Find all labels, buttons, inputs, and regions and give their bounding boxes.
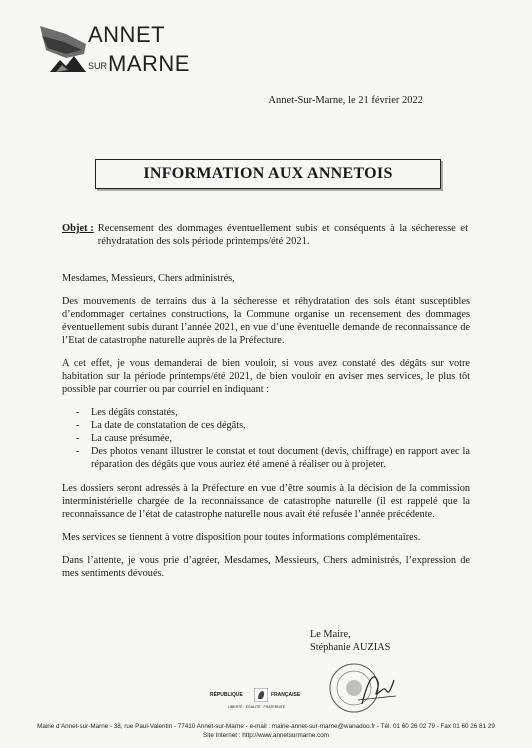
footer-website: Site Internet : http://www.annetsurmarne.com (203, 732, 329, 739)
logo-text-sur: SUR (88, 61, 108, 71)
title-box (95, 159, 441, 189)
info-list (62, 406, 470, 471)
republique-francaise-logo (210, 688, 300, 714)
rf-motto: LIBERTÉ · ÉGALITÉ · FRATERNITÉ (228, 705, 286, 709)
subject-line (62, 222, 468, 248)
annet-sur-marne-logo (36, 20, 216, 80)
body-paragraph: Mes services se tiennent à votre disposition pour toutes informations complémentaires. (62, 532, 421, 543)
body-paragraph: Des mouvements de terrains dus à la sécheresse et réhydratation des sols étant susceptibles d’endommager certaines constructions, la Commune organise un recensement des dommages éventuellement subis durant l’année 2021, en vue d’une éventuelle demande de reconnaissance de l’Etat de catastrophe naturelle auprès de la Préfecture. (62, 296, 470, 346)
list-item: - La date de constatation de ces dégâts, (76, 420, 246, 431)
signatory-name: Stéphanie AUZIAS (310, 642, 391, 653)
letter-body (62, 272, 470, 590)
logo-text-marne: MARNE (108, 51, 190, 76)
mountain-logo-icon (36, 20, 92, 80)
footer-address: Mairie d’Annet-sur-Marne - 38, rue Paul-Valentin - 77410 Annet-sur-Marne - e-mail : mairie-annet-sur-marne@wanadoo.fr - Tél. 01 60 26 02 79 - Fax 01 60 26 81 29 (37, 723, 495, 730)
list-item: - Les dégâts constatés, (76, 407, 178, 418)
signatory-role: Le Maire, (310, 629, 351, 640)
marianne-icon (254, 688, 268, 702)
closing-paragraph: Dans l’attente, je vous prie d’agréer, Mesdames, Messieurs, Chers administrés, l’expression de mes sentiments dévoués. (62, 555, 470, 579)
letter-title: INFORMATION AUX ANNETOIS (143, 165, 393, 182)
signature-block (310, 628, 390, 654)
rf-text-right: FRANÇAISE (271, 692, 301, 698)
subject-text: Recensement des dommages éventuellement subis et conséquents à la sécheresse et réhydratation des sols période printemps/été 2021. (97, 223, 468, 247)
letter-date: Annet-Sur-Marne, le 21 février 2022 (268, 95, 423, 106)
rf-text-left: RÉPUBLIQUE (210, 692, 243, 698)
body-paragraph: Les dossiers seront adressés à la Préfecture en vue d’être soumis à la décision de la commission interministérielle chargée de la reconnaissance de catastrophe naturelle (il est rappelé que la reconnaissance de l’état de catastrophe naturelle nous avait été refusée l’année précédente. (62, 483, 470, 520)
list-item: - La cause présumée, (76, 433, 172, 444)
salutation: Mesdames, Messieurs, Chers administrés, (62, 273, 235, 284)
list-item: - Des photos venant illustrer le constat et tout document (devis, chiffrage) en rapport avec la réparation des dégâts que vous auriez été amené à réaliser ou à projeter. (76, 446, 470, 470)
logo-text-annet: ANNET (88, 22, 166, 47)
mairie-stamp-and-signature (322, 660, 402, 716)
footer (0, 722, 532, 740)
body-paragraph: A cet effet, je vous demanderai de bien vouloir, si vous avez constaté des dégâts sur votre habitation sur la période printemps/été 2021, de bien vouloir en aviser mes services, le plus tôt possible par courrier ou par courriel en indiquant : (62, 358, 470, 395)
subject-label: Objet : (62, 223, 94, 234)
